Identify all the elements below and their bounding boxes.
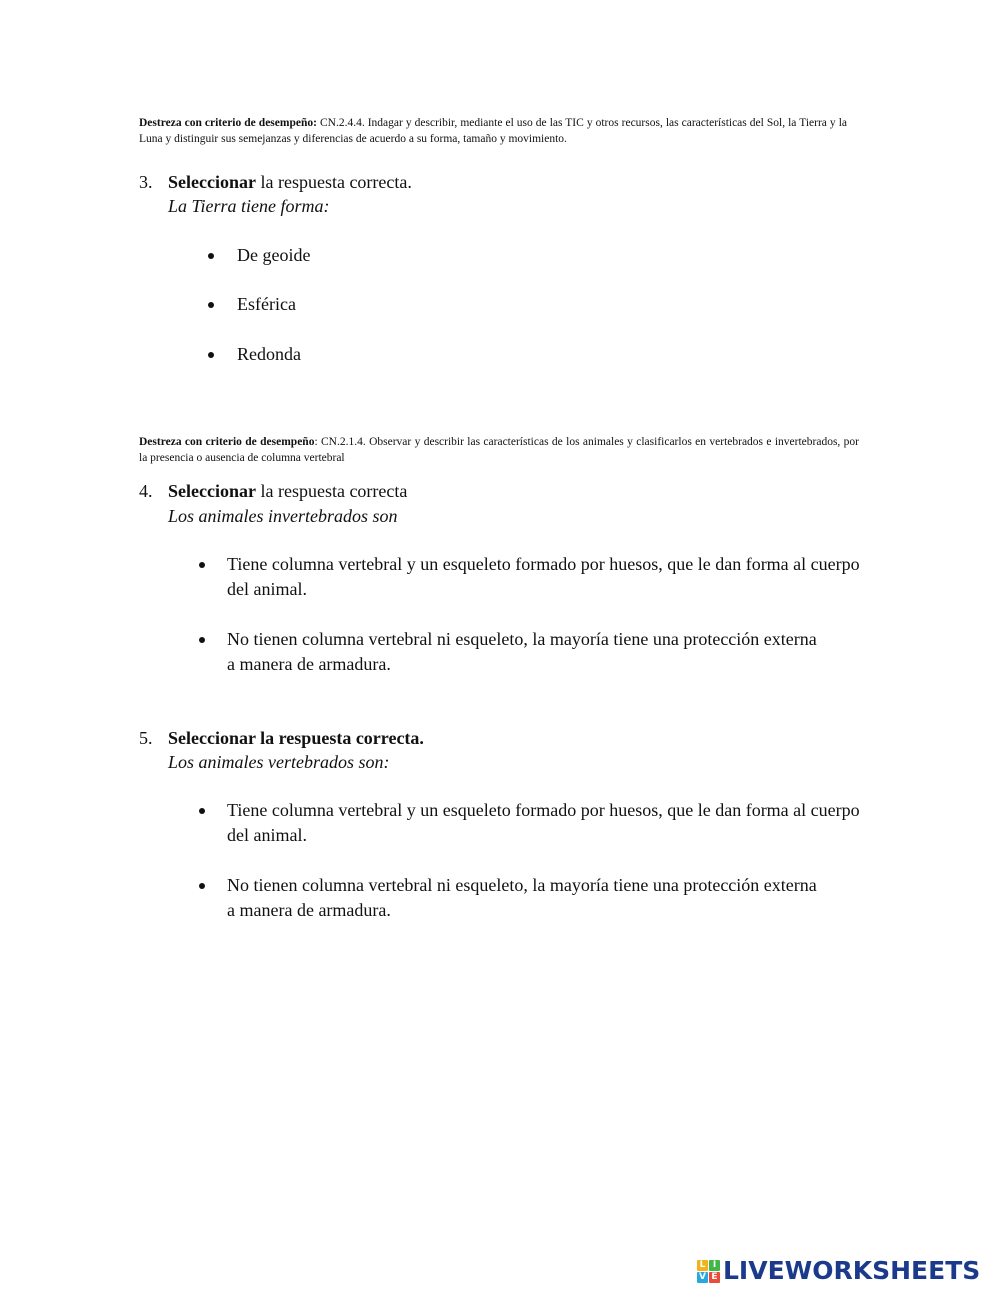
question-3-option-3[interactable]: Redonda: [237, 344, 301, 364]
bullet-icon: [208, 352, 214, 358]
question-3-option-2[interactable]: Esférica: [237, 294, 296, 314]
bullet-icon: [199, 562, 205, 568]
question-4-instruction: [168, 479, 407, 503]
bullet-icon: [199, 808, 205, 814]
liveworksheets-logo: [697, 1256, 980, 1286]
skill-criterion-1-text: CN.2.4.4. Indagar y describir, mediante el uso de las TIC y otros recursos, las características del Sol, la Tierra y la Luna y distinguir sus semejanzas y diferencias de acuerdo a su forma, tamaño y movimiento.: [139, 117, 848, 145]
question-3-instruction-rest: la respuesta correcta.: [255, 172, 412, 192]
skill-criterion-1: [139, 115, 847, 147]
bullet-icon: [208, 302, 214, 308]
bullet-icon: [199, 883, 205, 889]
question-5-instruction: [168, 726, 424, 750]
logo-block-l: L: [697, 1260, 708, 1271]
skill-criterion-1-label: Destreza con criterio de desempeño:: [139, 117, 317, 129]
logo-block-i: I: [709, 1260, 720, 1271]
logo-block-v: V: [697, 1272, 708, 1283]
question-3-prompt: La Tierra tiene forma:: [168, 196, 330, 216]
question-3-option-1[interactable]: De geoide: [237, 245, 311, 265]
skill-criterion-2-text: : CN.2.1.4. Observar y describir las características de los animales y clasificarlos en vertebrados e invertebrados, por la presencia o ausencia de columna vertebral: [139, 436, 859, 464]
question-5-option-2[interactable]: No tienen columna vertebral ni esqueleto, la mayoría tiene una protección externa a manera de armadura.: [227, 875, 817, 920]
skill-criterion-2: [139, 434, 859, 466]
logo-block-e: E: [709, 1272, 720, 1283]
question-5-number: 5.: [139, 728, 153, 748]
bullet-icon: [199, 637, 205, 643]
question-4-instruction-bold: Seleccionar: [168, 481, 256, 501]
question-5-option-1[interactable]: Tiene columna vertebral y un esqueleto formado por huesos, que le dan forma al cuerpo del animal.: [227, 800, 860, 845]
question-5-prompt: Los animales vertebrados son:: [168, 752, 390, 772]
bullet-icon: [208, 253, 214, 259]
question-3-instruction: [168, 170, 412, 194]
logo-blocks-icon: [697, 1260, 720, 1283]
question-4-option-2[interactable]: No tienen columna vertebral ni esqueleto, la mayoría tiene una protección externa a manera de armadura.: [227, 629, 817, 674]
question-4-instruction-rest: la respuesta correcta: [255, 481, 408, 501]
question-3-number: 3.: [139, 172, 153, 192]
question-4-number: 4.: [139, 481, 153, 501]
question-5-instruction-bold: Seleccionar la respuesta correcta.: [168, 728, 424, 748]
question-3-instruction-bold: Seleccionar: [168, 172, 256, 192]
question-4-prompt: Los animales invertebrados son: [168, 506, 398, 526]
logo-text: LIVEWORKSHEETS: [723, 1256, 981, 1285]
skill-criterion-2-label: Destreza con criterio de desempeño: [139, 436, 315, 448]
question-4-option-1[interactable]: Tiene columna vertebral y un esqueleto formado por huesos, que le dan forma al cuerpo del animal.: [227, 554, 860, 599]
